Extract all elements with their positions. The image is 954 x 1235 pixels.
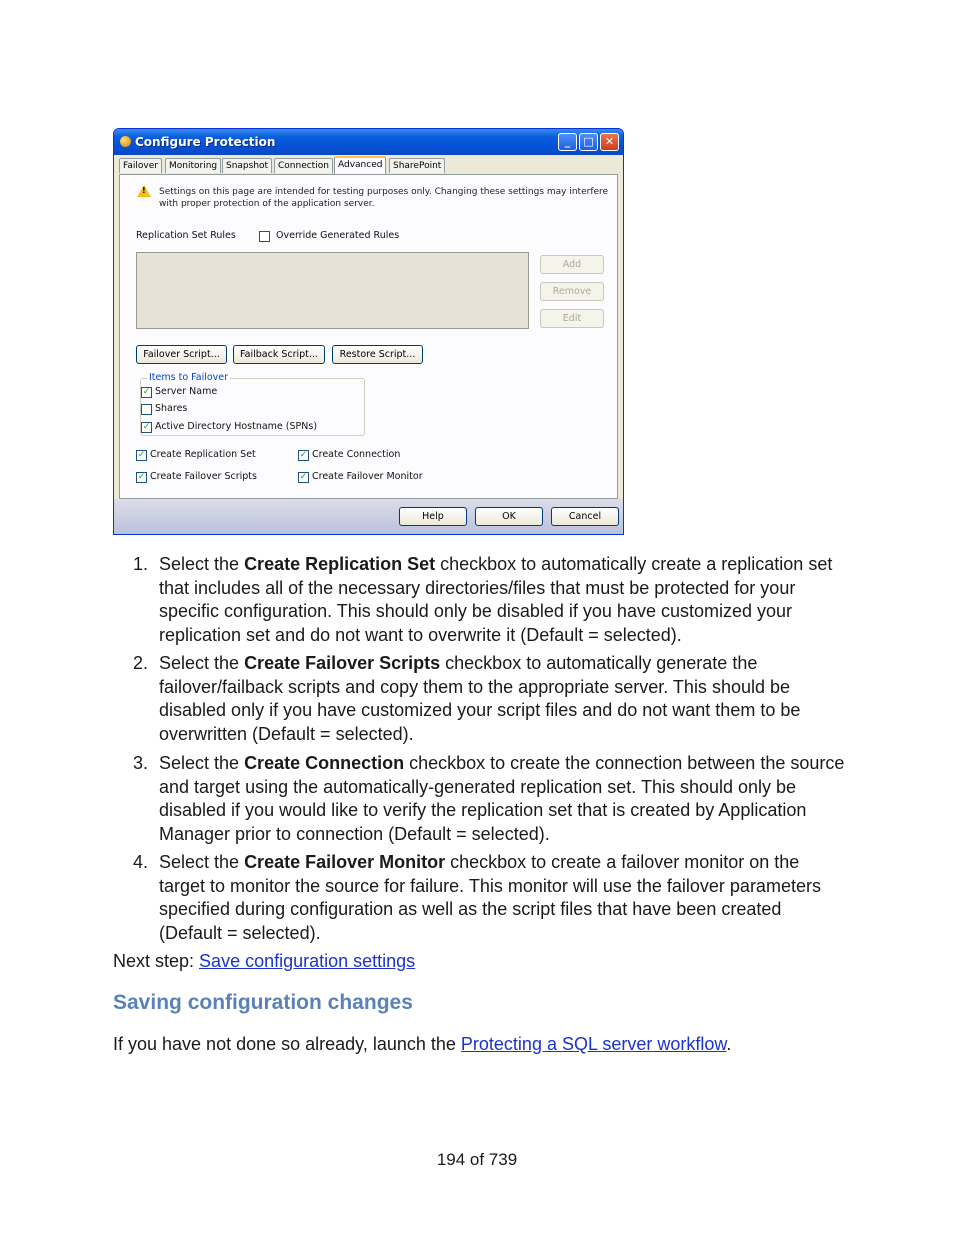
step-4-number: 4. xyxy=(133,852,149,872)
minimize-icon[interactable]: _ xyxy=(558,133,577,151)
app-icon xyxy=(120,136,131,147)
step-4-text: Select the Create Failover Monitor checkbox to create a failover monitor on the target to monitor the source for failure. This monitor will use the failover parameters specified during configuration as well as the script files that have been created (Default = selected). xyxy=(159,852,821,943)
save-configuration-settings-link[interactable]: Save configuration settings xyxy=(199,951,416,971)
server-name-label: Server Name xyxy=(155,386,218,397)
ad-hostname-label: Active Directory Hostname (SPNs) xyxy=(155,421,318,432)
items-to-failover-legend: Items to Failover xyxy=(149,372,229,383)
override-generated-rules-label: Override Generated Rules xyxy=(276,230,400,241)
tab-monitoring[interactable]: Monitoring xyxy=(165,158,221,173)
shares-label: Shares xyxy=(155,403,188,414)
step-2-text: Select the Create Failover Scripts checkbox to automatically generate the failover/failback scripts and copy them to the appropriate server. This should be disabled only if you have customized your script files and do not want them to be overwritten (Default = selected). xyxy=(159,653,801,744)
create-failover-monitor-label: Create Failover Monitor xyxy=(312,471,423,482)
warning-icon: ! xyxy=(137,185,151,197)
step-2-number: 2. xyxy=(133,653,149,673)
section-heading: Saving configuration changes xyxy=(113,991,413,1014)
create-connection-checkbox[interactable]: ✓ xyxy=(299,450,308,460)
ad-hostname-checkbox[interactable]: ✓ xyxy=(142,422,151,432)
tab-failover[interactable]: Failover xyxy=(119,158,162,173)
restore-script-button[interactable]: Restore Script... xyxy=(332,345,423,364)
step-3-number: 3. xyxy=(133,753,149,773)
replication-set-rules-label: Replication Set Rules xyxy=(136,230,236,241)
step-2-bold: Create Failover Scripts xyxy=(244,653,441,673)
dialog-title: Configure Protection xyxy=(135,135,276,149)
step-1-text: Select the Create Replication Set checkbox to automatically create a replication set that includes all of the necessary directories/files that must be protected for your specific configuration. This should only be disabled if you have customized your replication set and do not want to overwrite it (Default = selected). xyxy=(159,554,833,645)
step-3-text: Select the Create Connection checkbox to create the connection between the source and target using the automatically-generated replication set. This should only be disabled if you would like to verify the replication set that is created by Application Manager prior to connection (Default = selected). xyxy=(159,753,845,844)
replication-rules-list[interactable] xyxy=(136,252,529,329)
failback-script-button[interactable]: Failback Script... xyxy=(233,345,325,364)
items-to-failover-group xyxy=(140,372,365,436)
remove-button[interactable]: Remove xyxy=(540,282,604,301)
tab-connection[interactable]: Connection xyxy=(274,158,333,173)
edit-button[interactable]: Edit xyxy=(540,309,604,328)
protecting-sql-server-workflow-link[interactable]: Protecting a SQL server workflow xyxy=(460,1034,727,1054)
help-button[interactable]: Help xyxy=(399,507,467,526)
tab-snapshot[interactable]: Snapshot xyxy=(222,158,272,173)
create-failover-scripts-checkbox[interactable]: ✓ xyxy=(137,472,146,482)
step-1-number: 1. xyxy=(133,554,149,574)
tab-sharepoint[interactable]: SharePoint xyxy=(389,158,445,173)
create-connection-label: Create Connection xyxy=(312,449,401,460)
step-3-bold: Create Connection xyxy=(244,753,405,773)
step-4-bold: Create Failover Monitor xyxy=(244,852,446,872)
shares-checkbox[interactable] xyxy=(141,404,152,415)
create-failover-scripts-label: Create Failover Scripts xyxy=(150,471,257,482)
server-name-checkbox[interactable]: ✓ xyxy=(142,387,151,397)
dialog-titlebar[interactable] xyxy=(114,129,623,155)
dialog-button-bar xyxy=(114,499,623,535)
next-step-line: Next step: Save configuration settings xyxy=(113,951,416,971)
close-icon[interactable]: ✕ xyxy=(600,133,619,151)
failover-script-button[interactable]: Failover Script... xyxy=(136,345,227,364)
maximize-icon[interactable]: □ xyxy=(579,133,598,151)
add-button[interactable]: Add xyxy=(540,255,604,274)
section-paragraph: If you have not done so already, launch the Protecting a SQL server workflow. xyxy=(113,1034,732,1054)
create-failover-monitor-checkbox[interactable]: ✓ xyxy=(299,472,308,482)
override-generated-rules-checkbox[interactable] xyxy=(259,231,270,242)
page-number: 194 of 739 xyxy=(436,1150,518,1169)
tab-advanced[interactable]: Advanced xyxy=(334,156,386,174)
step-1-bold: Create Replication Set xyxy=(244,554,436,574)
warning-message: Settings on this page are intended for testing purposes only. Changing these settings may interfere with proper protection of the application server. xyxy=(159,187,609,209)
create-replication-set-label: Create Replication Set xyxy=(150,449,256,460)
configure-protection-dialog xyxy=(113,128,624,535)
advanced-tab-panel xyxy=(119,174,618,499)
create-replication-set-checkbox[interactable]: ✓ xyxy=(137,450,146,460)
ok-button[interactable]: OK xyxy=(475,507,543,526)
cancel-button[interactable]: Cancel xyxy=(551,507,619,526)
